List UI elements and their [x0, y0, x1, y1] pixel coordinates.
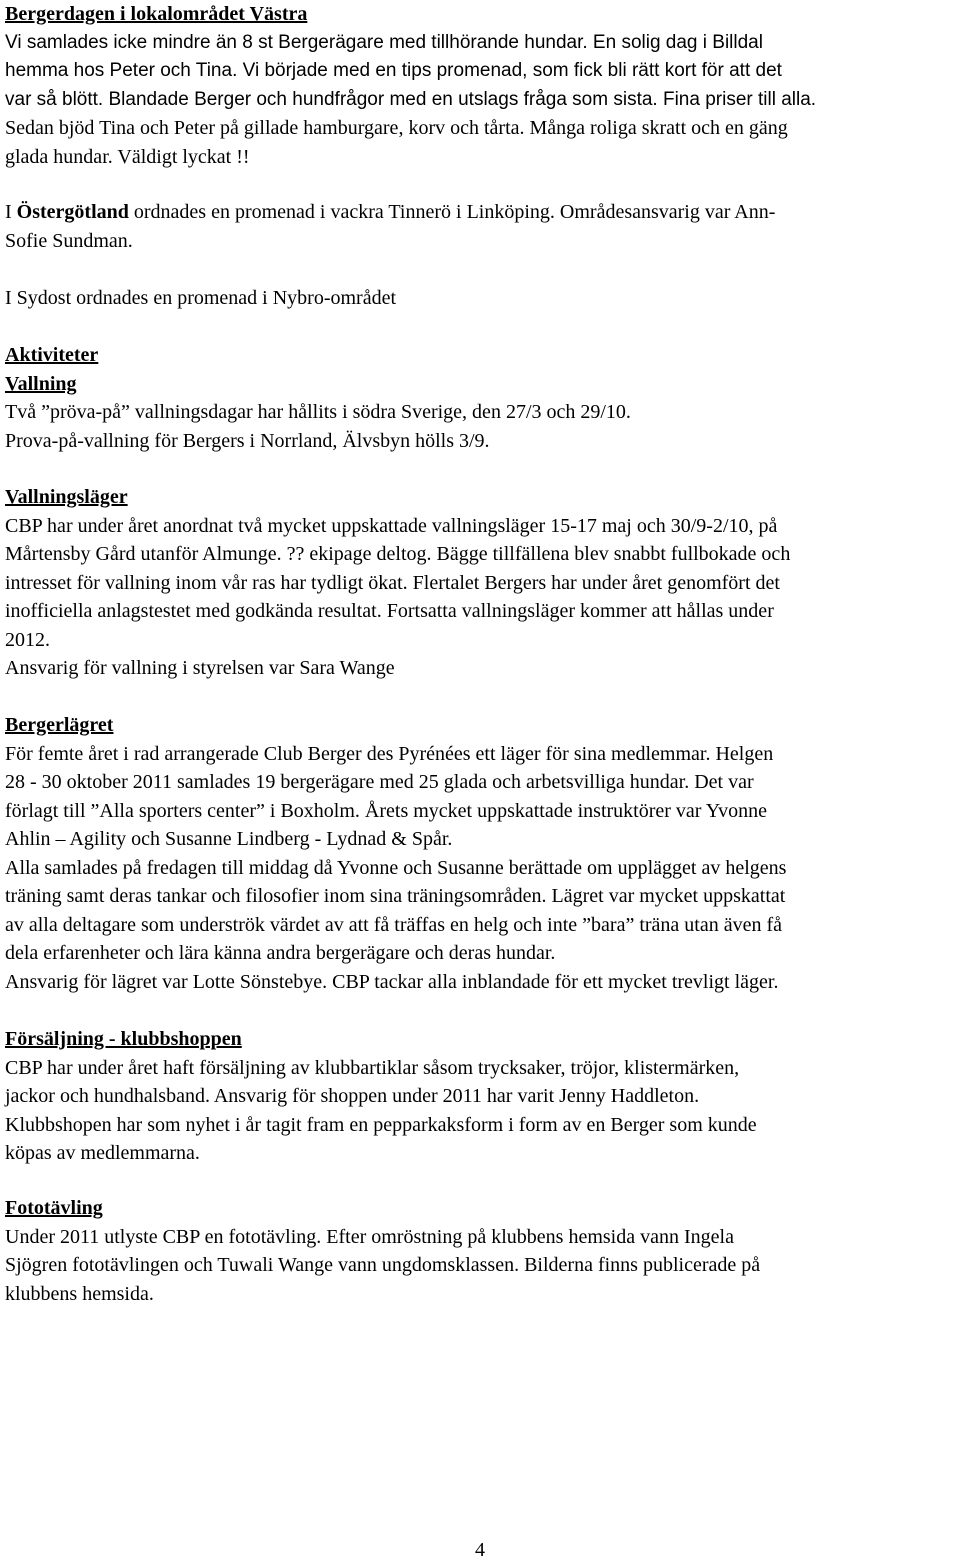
paragraph-line: Mårtensby Gård utanför Almunge. ?? ekipage deltog. Bägge tillfällena blev snabbt fullbokade och — [5, 543, 791, 565]
paragraph-line: var så blött. Blandade Berger och hundfrågor med en utslags fråga som sista. Fina priser till alla. — [5, 88, 817, 110]
paragraph-line: Vi samlades icke mindre än 8 st Bergerägare med tillhörande hundar. En solig dag i Billdal — [5, 31, 763, 53]
page-number: 4 — [475, 1539, 485, 1561]
paragraph-line: dela erfarenheter och lära känna andra bergerägare och deras hundar. — [5, 942, 556, 964]
paragraph-line: Sofie Sundman. — [5, 229, 133, 252]
section-bergerlagret — [5, 711, 955, 996]
region-name: Östergötland — [16, 201, 129, 223]
paragraph-line: Under 2011 utlyste CBP en fototävling. Efter omröstning på klubbens hemsida vann Ingela — [5, 1225, 734, 1248]
text-prefix: I — [5, 201, 17, 223]
paragraph-line: inofficiella anlagstestet med godkända resultat. Fortsatta vallningsläger kommer att hållas under — [5, 600, 774, 622]
paragraph-line: Sjögren fototävlingen och Tuwali Wange vann ungdomsklassen. Bilderna finns publicerade på — [5, 1254, 761, 1276]
paragraph-line: Prova-på-vallning för Bergers i Norrland, Älvsbyn hölls 3/9. — [5, 429, 490, 452]
paragraph-line — [5, 198, 955, 227]
paragraph-line: CBP har under året haft försäljning av klubbartiklar såsom trycksaker, tröjor, klistermärken, — [5, 1056, 740, 1079]
paragraph-line: av alla deltagare som underströk värdet av att få träffas en helg och inte ”bara” träna utan även få — [5, 913, 783, 936]
paragraph-line: För femte året i rad arrangerade Club Berger des Pyrénées ett läger för sina medlemmar. Helgen — [5, 742, 774, 765]
paragraph-line: Ahlin – Agility och Susanne Lindberg - Lydnad & Spår. — [5, 828, 453, 850]
paragraph-line: klubbens hemsida. — [5, 1282, 154, 1305]
paragraph-line: glada hundar. Väldigt lyckat !! — [5, 145, 250, 168]
paragraph-line: 2012. — [5, 628, 50, 651]
paragraph-line: I Sydost ordnades en promenad i Nybro-området — [5, 287, 397, 309]
paragraph-line: Två ”pröva-på” vallningsdagar har hållits i södra Sverige, den 27/3 och 29/10. — [5, 401, 631, 423]
heading-fototavling: Fototävling — [5, 1197, 103, 1219]
section-forsaljning — [5, 1025, 955, 1168]
heading-vallning: Vallning — [5, 372, 77, 395]
paragraph-line: Ansvarig för vallning i styrelsen var Sara Wange — [5, 657, 395, 679]
paragraph-line: 28 - 30 oktober 2011 samlades 19 bergerägare med 25 glada och arbetsvilliga hundar. Det var — [5, 771, 754, 793]
section-bergerdagen — [5, 0, 955, 171]
paragraph-line: köpas av medlemmarna. — [5, 1142, 200, 1164]
section-aktiviteter — [5, 341, 955, 455]
paragraph-line: hemma hos Peter och Tina. Vi började med en tips promenad, som fick bli rätt kort för att det — [5, 60, 782, 81]
paragraph-line: Klubbshopen har som nyhet i år tagit fram en pepparkaksform i form av en Berger som kunde — [5, 1113, 757, 1136]
paragraph-line: CBP har under året anordnat två mycket uppskattade vallningsläger 15-17 maj och 30/9-2/10, på — [5, 514, 778, 537]
paragraph-line: Alla samlades på fredagen till middag då Yvonne och Susanne berättade om upplägget av helgens — [5, 856, 787, 879]
section-fototavling — [5, 1194, 955, 1308]
section-sydost — [5, 284, 955, 313]
text-rest: ordnades en promenad i vackra Tinnerö i Linköping. Områdesansvarig var Ann- — [128, 201, 776, 223]
paragraph-line: jackor och hundhalsband. Ansvarig för shoppen under 2011 har varit Jenny Haddleton. — [5, 1085, 700, 1107]
heading-forsaljning: Försäljning - klubbshoppen — [5, 1028, 242, 1050]
heading-vallningslager: Vallningsläger — [5, 486, 128, 508]
paragraph-line: träning samt deras tankar och filosofier inom sina träningsområden. Lägret var mycket uppskattat — [5, 885, 786, 907]
section-ostergotland — [5, 198, 955, 255]
heading-aktiviteter: Aktiviteter — [5, 344, 99, 366]
heading-bergerdagen: Bergerdagen i lokalområdet Västra — [5, 3, 308, 25]
paragraph-line: förlagt till ”Alla sporters center” i Boxholm. Årets mycket uppskattade instruktörer var Yvonne — [5, 799, 768, 822]
section-vallningslager — [5, 483, 955, 683]
paragraph-line: Ansvarig för lägret var Lotte Sönstebye. CBP tackar alla inblandade för ett mycket trevligt läger. — [5, 970, 779, 993]
paragraph-line: intresset för vallning inom vår ras har tydligt ökat. Flertalet Bergers har under året genomfört det — [5, 571, 780, 594]
paragraph-line: Sedan bjöd Tina och Peter på gillade hamburgare, korv och tårta. Många roliga skratt och en gäng — [5, 117, 788, 139]
heading-bergerlagret: Bergerlägret — [5, 714, 114, 736]
